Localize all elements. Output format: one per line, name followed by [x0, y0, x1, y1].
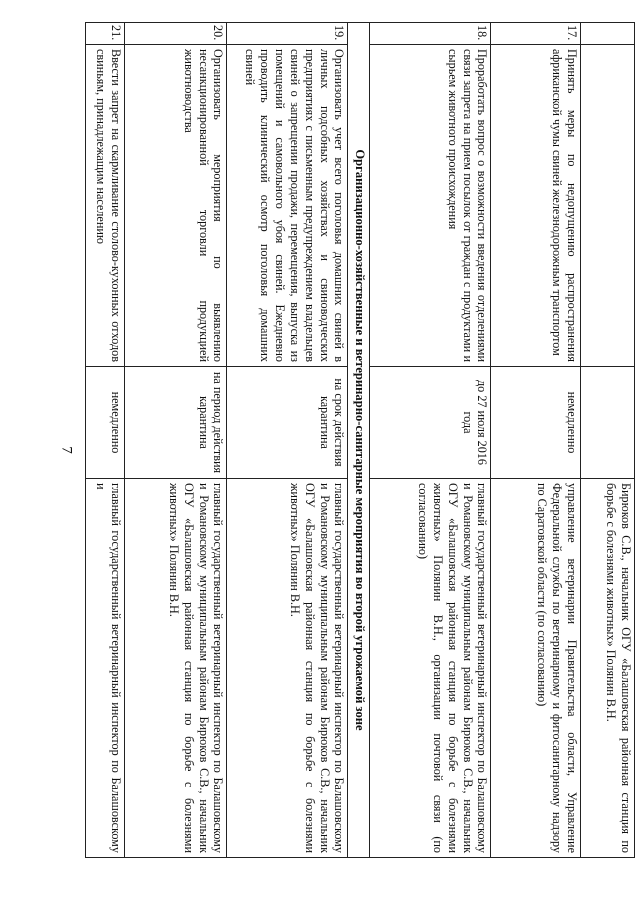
section-title: Организационно-хозяйственные и ветеринарно-санитарные мероприятия во второй угрожаемой зоне — [348, 23, 370, 858]
measure-cell: Проработать вопрос о возможности введения отделениями связи запрета на прием посылок от граждан с продуктами и сырьем животного происхождения — [370, 45, 491, 367]
responsible-cell: главный государственный ветеринарный инспектор по Балашовскому и Романовскому муниципальным районам Бирюков С.В., начальник ОГУ «Балашовская районная станция по борьбе с болезнями животных» Полянин В.Н. — [124, 479, 227, 858]
term-cell: немедленно — [86, 367, 125, 479]
page-number: 7 — [58, 446, 75, 454]
measures-table — [85, 22, 635, 858]
row-number: 20. — [124, 23, 227, 45]
row-number: 18. — [370, 23, 491, 45]
term-cell — [581, 367, 635, 479]
measure-cell: Ввести запрет на скармливание столово-кухонных отходов свиньям, принадлежащим населению — [86, 45, 125, 367]
measure-cell: Организовать учет всего поголовья домашних свиней в личных подсобных хозяйствах и свиноводческих предприятиях с письменным предупреждением владельцев свиней о запрещении продажи, перемещения, выпуска из помещений и самовольного убоя свиней. Ежедневно проводить клинический осмотр поголовья домашних свиней — [227, 45, 348, 367]
term-cell: немедленно — [491, 367, 581, 479]
responsible-cell: главный государственный ветеринарный инспектор по Балашовскому и Романовскому муниципальным районам Бирюков С.В., начальник ОГУ «Балашовская районная станция по борьбе с болезнями животных» Полянин В.Н., организации почтовой связи (по согласованию) — [370, 479, 491, 858]
measure-cell — [581, 45, 635, 367]
table-row — [581, 23, 635, 858]
row-number — [581, 23, 635, 45]
responsible-cell: главный государственный ветеринарный инспектор по Балашовскому и Романовскому муниципальным районам Бирюков С.В., начальник ОГУ «Балашовская районная станция по борьбе с болезнями животных» Полянин В.Н. — [227, 479, 348, 858]
section-row — [348, 23, 370, 858]
term-cell: до 27 июля 2016 года — [370, 367, 491, 479]
row-number: 17. — [491, 23, 581, 45]
table-row — [86, 23, 125, 858]
row-number: 19. — [227, 23, 348, 45]
table-row — [124, 23, 227, 858]
document-area — [85, 22, 635, 857]
responsible-cell: главный государственный ветеринарный инспектор по Балашовскому и — [86, 479, 125, 858]
row-number: 21. — [86, 23, 125, 45]
table-row — [370, 23, 491, 858]
term-cell: на срок действия карантина — [227, 367, 348, 479]
term-cell: на период действия карантина — [124, 367, 227, 479]
measure-cell: Принять меры по недопущению распространения африканской чумы свиней железнодорожным транспортом — [491, 45, 581, 367]
table-row — [491, 23, 581, 858]
table-row — [227, 23, 348, 858]
measure-cell: Организовать мероприятия по выявлению несанкционированной торговли продукцией животноводства — [124, 45, 227, 367]
responsible-cell: Бирюков С.В., начальник ОГУ «Балашовская районная станция по борьбе с болезнями животных» Полянин В.Н. — [581, 479, 635, 858]
rotated-document — [85, 22, 635, 857]
responsible-cell: управление ветеринарии Правительства области, Управление Федеральной службы по ветеринарному и фитосанитарному надзору по Саратовской области (по согласованию) — [491, 479, 581, 858]
